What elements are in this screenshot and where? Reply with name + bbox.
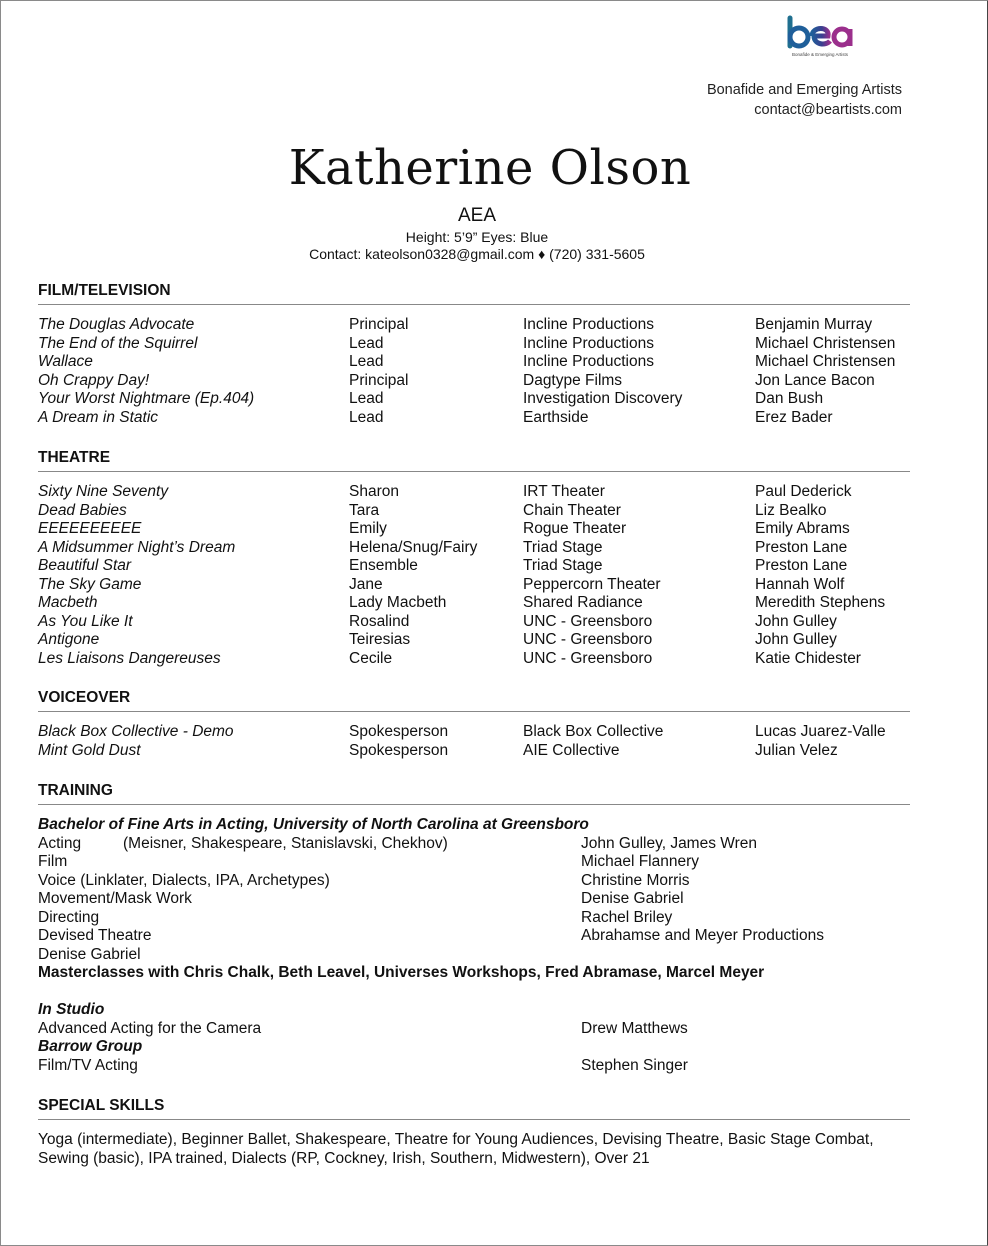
credit-director: Michael Christensen: [755, 334, 896, 352]
agency-email[interactable]: contact@beartists.com: [754, 102, 902, 118]
degree-title: Bachelor of Fine Arts in Acting, University of North Carolina at Greensboro: [38, 816, 589, 833]
training-subject: Denise Gabriel: [38, 945, 141, 963]
credit-title: As You Like It: [38, 612, 133, 630]
credit-role: Sharon: [349, 483, 399, 500]
training-teacher: Denise Gabriel: [581, 890, 684, 907]
section-heading: THEATRE: [38, 449, 111, 466]
credit-company: Earthside: [523, 408, 589, 426]
credit-role: Cecile: [349, 649, 393, 667]
section-divider: [38, 711, 910, 712]
credits-table: [38, 723, 910, 760]
credit-role: Emily: [349, 520, 387, 537]
credit-company: Incline Productions: [523, 316, 654, 333]
credit-director: Preston Lane: [755, 557, 848, 574]
training-row: [38, 1020, 910, 1039]
credit-row: [38, 613, 910, 632]
training-row: [38, 1057, 910, 1076]
credit-role: Principal: [349, 316, 409, 333]
credit-role: Principal: [349, 371, 409, 389]
credit-title: Sixty Nine Seventy: [38, 483, 169, 500]
credit-director: Lucas Juarez-Valle: [755, 723, 886, 740]
training-row: [38, 890, 910, 909]
degree-row: [38, 816, 910, 835]
training-subject: Film: [38, 853, 68, 870]
credit-role: Teiresias: [349, 631, 411, 648]
height-eyes: Height: 5’9” Eyes: Blue: [405, 229, 549, 245]
credit-role: Tara: [349, 501, 380, 519]
credit-director: Julian Velez: [755, 741, 838, 759]
credit-title: A Dream in Static: [38, 408, 159, 426]
agency-name: Bonafide and Emerging Artists: [706, 82, 902, 98]
credit-row: [38, 742, 910, 761]
section-heading: FILM/TELEVISION: [38, 282, 171, 299]
credit-title: Dead Babies: [38, 501, 127, 519]
section-divider: [38, 804, 910, 805]
credit-company: Dagtype Films: [523, 371, 623, 389]
masterclasses: Masterclasses with Chris Chalk, Beth Leavel, Universes Workshops, Fred Abramase, Marcel Meyer: [38, 964, 765, 981]
credit-row: [38, 316, 910, 335]
bea-logo-icon: [784, 14, 856, 52]
credit-title: EEEEEEEEEE: [38, 520, 142, 537]
studio-heading: In Studio: [38, 1001, 105, 1018]
credit-title: Les Liaisons Dangereuses: [38, 649, 221, 667]
credit-role: Spokesperson: [349, 723, 449, 740]
agency-contact-block: [707, 80, 902, 120]
training-teacher: Michael Flannery: [581, 853, 700, 870]
credit-director: Dan Bush: [755, 390, 824, 407]
credit-role: Ensemble: [349, 557, 418, 574]
credit-title: Beautiful Star: [38, 557, 132, 574]
credit-row: [38, 723, 910, 742]
credit-company: UNC - Greensboro: [523, 649, 653, 667]
skills-text: Yoga (intermediate), Beginner Ballet, Shakespeare, Theatre for Young Audiences, Devising Theatre, Basic Stage Combat, Sewing (basic), IPA trained, Dialects (RP, Cockney, Irish, Southern, Midwestern), Over 21: [38, 1131, 874, 1167]
credit-company: Incline Productions: [523, 353, 654, 370]
credit-director: Erez Bader: [755, 408, 833, 426]
masterclasses-row: [38, 964, 910, 983]
credit-title: The End of the Squirrel: [38, 334, 198, 352]
credit-company: Triad Stage: [523, 538, 603, 556]
section-heading: SPECIAL SKILLS: [38, 1097, 165, 1114]
training-teacher: Abrahamse and Meyer Productions: [581, 927, 824, 944]
section-heading: VOICEOVER: [38, 689, 131, 706]
section-heading: TRAINING: [38, 782, 113, 799]
credit-director: Hannah Wolf: [755, 575, 845, 593]
film-tv-section: [38, 282, 910, 426]
section-divider: [38, 1119, 910, 1120]
credit-title: The Douglas Advocate: [38, 316, 195, 333]
credit-director: Emily Abrams: [755, 520, 850, 537]
credit-row: [38, 335, 910, 354]
training-row: [38, 927, 910, 946]
credit-title: Your Worst Nightmare (Ep.404): [38, 390, 255, 407]
credit-role: Lead: [349, 353, 384, 370]
training-teacher: Christine Morris: [581, 871, 690, 889]
credit-role: Lead: [349, 334, 384, 352]
credit-title: Black Box Collective - Demo: [38, 723, 234, 740]
credit-title: Wallace: [38, 353, 93, 370]
credit-director: Liz Bealko: [755, 501, 827, 519]
credit-row: [38, 520, 910, 539]
credit-director: Preston Lane: [755, 538, 848, 556]
theatre-section: [38, 449, 910, 667]
credit-row: [38, 390, 910, 409]
training-row: [38, 909, 910, 928]
spacer: [38, 983, 910, 1002]
credit-role: Lead: [349, 390, 384, 407]
credit-row: [38, 372, 910, 391]
training-subject: Voice (Linklater, Dialects, IPA, Archetypes): [38, 871, 330, 889]
credit-company: Triad Stage: [523, 557, 603, 574]
credit-title: Macbeth: [38, 594, 98, 611]
credit-company: UNC - Greensboro: [523, 631, 653, 648]
credit-row: [38, 483, 910, 502]
credit-row: [38, 594, 910, 613]
credit-company: IRT Theater: [523, 483, 605, 500]
training-row: [38, 853, 910, 872]
credit-role: Lady Macbeth: [349, 594, 447, 611]
studio-heading-row: [38, 1038, 910, 1057]
credit-role: Helena/Snug/Fairy: [349, 538, 478, 556]
credit-director: John Gulley: [755, 631, 837, 648]
credit-company: Peppercorn Theater: [523, 575, 661, 593]
credit-row: [38, 539, 910, 558]
credits-table: [38, 483, 910, 668]
credit-company: Shared Radiance: [523, 594, 643, 611]
credit-company: Incline Productions: [523, 334, 654, 352]
training-row: [38, 872, 910, 891]
training-list: [38, 816, 910, 1075]
studio-heading-row: [38, 1001, 910, 1020]
credit-director: Katie Chidester: [755, 649, 861, 667]
actor-name: Katherine Olson: [288, 140, 692, 196]
credit-company: UNC - Greensboro: [523, 612, 653, 630]
credit-company: Investigation Discovery: [523, 390, 683, 407]
credit-role: Rosalind: [349, 612, 410, 630]
credit-company: AIE Collective: [523, 741, 620, 759]
barrow-heading: Barrow Group: [38, 1038, 143, 1055]
training-subject: Devised Theatre: [38, 927, 152, 944]
credit-row: [38, 409, 910, 428]
credit-role: Spokesperson: [349, 741, 449, 759]
credit-director: Jon Lance Bacon: [755, 371, 875, 389]
training-subject: Movement/Mask Work: [38, 890, 192, 907]
credit-title: A Midsummer Night’s Dream: [38, 538, 236, 556]
training-row: [38, 835, 910, 854]
credit-director: Meredith Stephens: [755, 594, 886, 611]
credit-company: Black Box Collective: [523, 723, 664, 740]
credit-row: [38, 353, 910, 372]
credit-row: [38, 557, 910, 576]
agency-logo: [784, 14, 856, 62]
actor-stats: [0, 229, 954, 263]
training-teacher: Drew Matthews: [581, 1019, 688, 1037]
section-divider: [38, 304, 910, 305]
training-section: [38, 782, 910, 1074]
training-row: [38, 946, 910, 965]
credit-company: Rogue Theater: [523, 520, 627, 537]
training-subject: Film/TV Acting: [38, 1056, 138, 1074]
training-subject: Acting: [38, 834, 82, 852]
section-divider: [38, 471, 910, 472]
credit-role: Lead: [349, 408, 384, 426]
training-teacher: John Gulley, James Wren: [581, 834, 758, 852]
special-skills-section: [38, 1097, 910, 1167]
union-affiliation: AEA: [457, 205, 497, 226]
credits-table: [38, 316, 910, 427]
contact-info[interactable]: Contact: kateolson0328@gmail.com ♦ (720) 331-5605: [309, 246, 645, 262]
credit-title: The Sky Game: [38, 575, 142, 593]
training-subject: Directing: [38, 908, 100, 926]
credit-company: Chain Theater: [523, 501, 621, 519]
credit-row: [38, 631, 910, 650]
credit-title: Oh Crappy Day!: [38, 371, 150, 389]
credit-director: John Gulley: [755, 612, 837, 630]
training-teacher: Rachel Briley: [581, 908, 673, 926]
training-subject: Advanced Acting for the Camera: [38, 1019, 262, 1037]
credit-director: Michael Christensen: [755, 353, 896, 370]
credit-title: Antigone: [38, 631, 100, 648]
credit-director: Benjamin Murray: [755, 316, 873, 333]
voiceover-section: [38, 689, 910, 759]
credit-row: [38, 502, 910, 521]
credit-title: Mint Gold Dust: [38, 741, 141, 759]
credit-director: Paul Dederick: [755, 483, 852, 500]
training-teacher: Stephen Singer: [581, 1056, 688, 1074]
credit-row: [38, 576, 910, 595]
logo-tagline: Bonafide & Emerging Artists: [791, 52, 849, 57]
training-methods: (Meisner, Shakespeare, Stanislavski, Chekhov): [123, 834, 448, 852]
credit-row: [38, 650, 910, 669]
credit-role: Jane: [349, 575, 383, 593]
